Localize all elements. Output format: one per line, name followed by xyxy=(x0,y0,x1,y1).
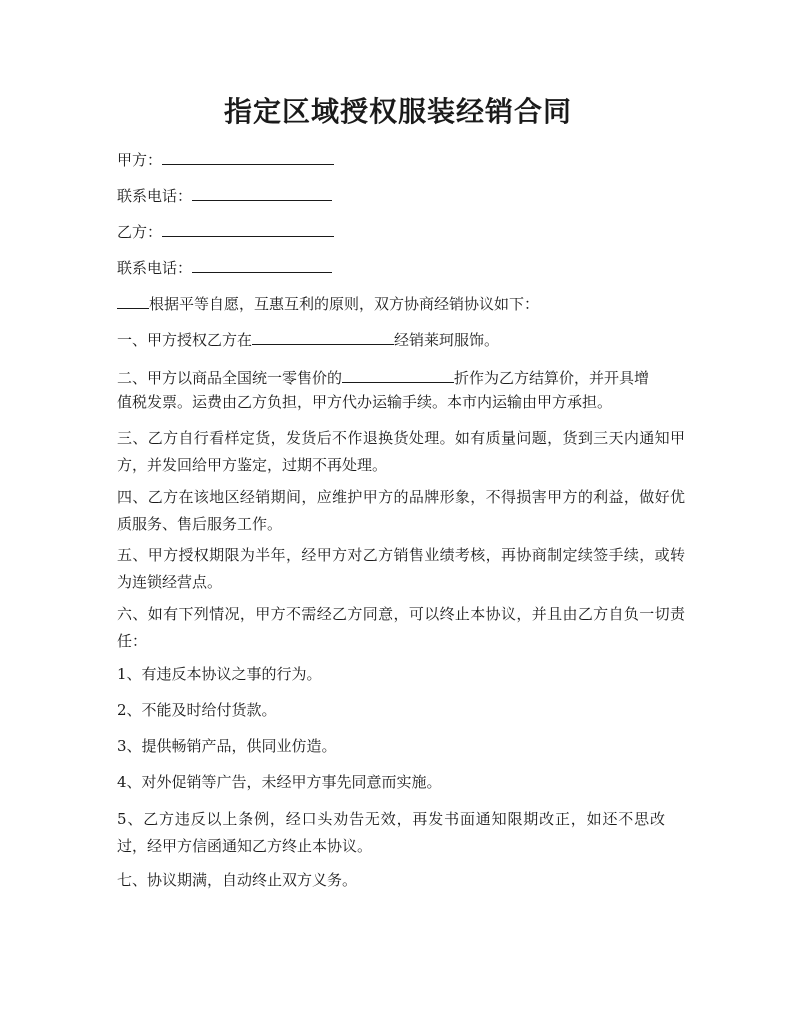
party-b-blank[interactable] xyxy=(162,220,334,237)
discount-blank[interactable] xyxy=(342,366,454,383)
clause-4: 四、乙方在该地区经销期间，应维护甲方的品牌形象，不得损害甲方的利益，做好优质服务、售后服务工作。 xyxy=(117,488,685,533)
party-a-phone-blank[interactable] xyxy=(192,184,332,201)
clause-2-line-2: 值税发票。运费由乙方负担，甲方代办运输手续。本市内运输由甲方承担。 xyxy=(117,393,613,411)
clause-6-item-2: 2、不能及时给付货款。 xyxy=(117,701,277,719)
clause-6-item-3: 3、提供畅销产品，供同业仿造。 xyxy=(117,737,337,755)
party-a-blank[interactable] xyxy=(162,148,334,165)
clause-2-line-1 xyxy=(117,366,687,391)
clause-3: 三、乙方自行看样定货，发货后不作退换货处理。如有质量问题，货到三天内通知甲方，并发回给甲方鉴定，过期不再处理。 xyxy=(117,429,685,474)
clause-6-item-5: 5、乙方违反以上条例，经口头劝告无效，再发书面通知限期改正，如还不思改过，经甲方信函通知乙方终止本协议。 xyxy=(117,810,665,855)
clause-1 xyxy=(117,328,687,353)
document-title: 指定区域授权服装经销合同 xyxy=(223,95,572,128)
party-a-phone-field xyxy=(117,184,687,209)
clause-1-before: 一、甲方授权乙方在 xyxy=(117,331,253,349)
region-blank[interactable] xyxy=(252,328,394,345)
party-b-phone-field xyxy=(117,256,687,281)
party-a-label: 甲方： xyxy=(117,151,163,169)
clause-2-before: 二、甲方以商品全国统一零售价的 xyxy=(117,369,343,387)
clause-6-item-1: 1、有违反本协议之事的行为。 xyxy=(117,665,322,683)
party-b-phone-label: 联系电话： xyxy=(117,259,193,277)
intro-blank[interactable] xyxy=(117,292,149,309)
intro-paragraph xyxy=(117,292,687,317)
party-a-phone-label: 联系电话： xyxy=(117,187,193,205)
clause-1-after: 经销莱珂服饰。 xyxy=(394,331,500,349)
party-b-phone-blank[interactable] xyxy=(192,256,332,273)
party-a-field xyxy=(117,148,687,173)
party-b-label: 乙方： xyxy=(117,223,163,241)
clause-5: 五、甲方授权期限为半年，经甲方对乙方销售业绩考核，再协商制定续签手续，或转为连锁经营点。 xyxy=(117,546,685,591)
clause-6: 六、如有下列情况，甲方不需经乙方同意，可以终止本协议，并且由乙方自负一切责任： xyxy=(117,605,685,650)
clause-7: 七、协议期满，自动终止双方义务。 xyxy=(117,871,358,889)
party-b-field xyxy=(117,220,687,245)
clause-6-item-4: 4、对外促销等广告，未经甲方事先同意而实施。 xyxy=(117,773,442,791)
intro-text: 根据平等自愿，互惠互利的原则，双方协商经销协议如下： xyxy=(149,295,540,313)
clause-2-after: 折作为乙方结算价，并开具增 xyxy=(454,369,650,387)
